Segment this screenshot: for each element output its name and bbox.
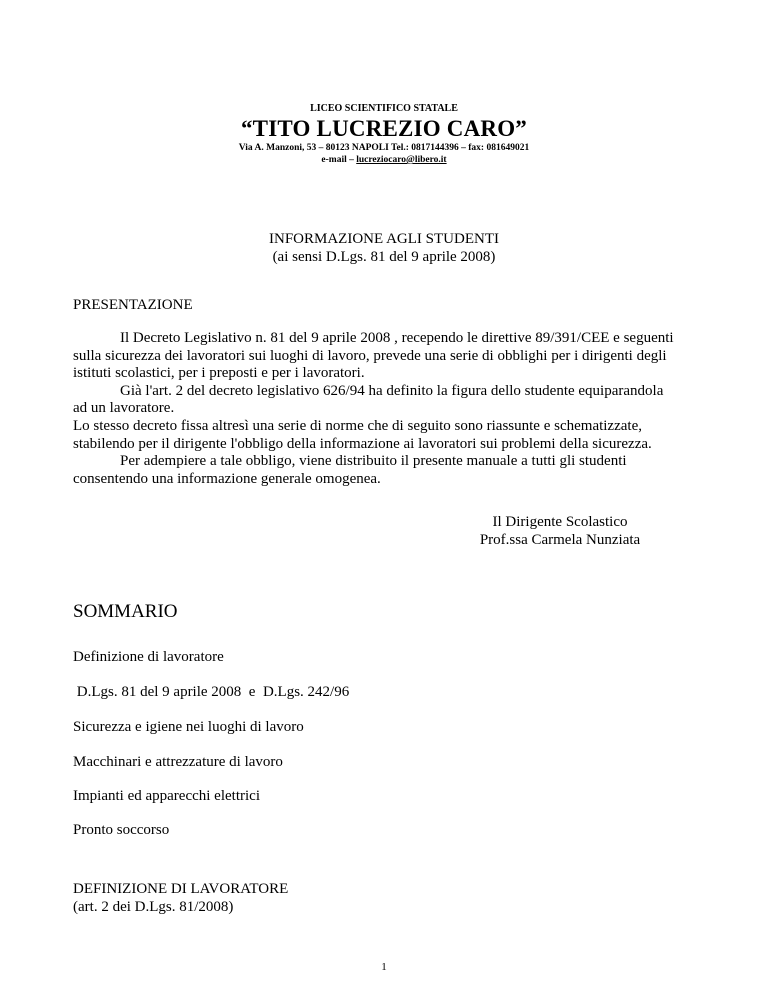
paragraph-line: Lo stesso decreto fissa altresì una serie di norme che di seguito sono riassunte e schematizzate, (73, 417, 642, 434)
definizione-subheading: (art. 2 dei D.Lgs. 81/2008) (73, 899, 234, 915)
document-title: INFORMAZIONE AGLI STUDENTI (269, 231, 499, 247)
paragraph-line: stabilendo per il dirigente l'obbligo della informazione ai lavoratori sui problemi della sicurezza. (73, 435, 652, 452)
toc-item: Macchinari e attrezzature di lavoro (73, 754, 283, 770)
signature-role: Il Dirigente Scolastico (492, 514, 628, 530)
school-name: “TITO LUCREZIO CARO” (240, 116, 528, 141)
school-type: LICEO SCIENTIFICO STATALE (310, 103, 458, 114)
toc-item: Impianti ed apparecchi elettrici (73, 788, 260, 804)
paragraph-line: consentendo una informazione generale omogenea. (73, 470, 381, 487)
school-email-line (0, 155, 768, 165)
document-subtitle: (ai sensi D.Lgs. 81 del 9 aprile 2008) (272, 249, 496, 265)
paragraph-line: Il Decreto Legislativo n. 81 del 9 aprile 2008 , recependo le direttive 89/391/CEE e seguenti (120, 330, 674, 346)
presentazione-text (73, 330, 713, 488)
toc-item: Definizione di lavoratore (73, 649, 224, 665)
page-number: 1 (381, 961, 387, 973)
school-address: Via A. Manzoni, 53 – 80123 NAPOLI Tel.: 0817144396 – fax: 081649021 (238, 143, 530, 153)
sommario-heading: SOMMARIO (73, 601, 178, 622)
paragraph-line: Già l'art. 2 del decreto legislativo 626/94 ha definito la figura dello studente equiparandola (120, 382, 664, 399)
email-link[interactable]: lucreziocaro@libero.it (356, 155, 447, 165)
toc-item: Pronto soccorso (73, 822, 170, 838)
email-label: e-mail – (321, 155, 357, 165)
definizione-heading: DEFINIZIONE DI LAVORATORE (73, 881, 289, 897)
toc-item: D.Lgs. 81 del 9 aprile 2008 e D.Lgs. 242/96 (73, 684, 350, 700)
presentazione-heading: PRESENTAZIONE (73, 297, 193, 313)
paragraph-line: Per adempiere a tale obbligo, viene distribuito il presente manuale a tutti gli studenti (120, 453, 627, 470)
signature-name: Prof.ssa Carmela Nunziata (479, 532, 641, 548)
paragraph-line: ad un lavoratore. (73, 400, 175, 417)
toc-item: Sicurezza e igiene nei luoghi di lavoro (73, 719, 304, 735)
paragraph-line: istituti scolastici, per i preposti e per i lavoratori. (73, 365, 365, 382)
paragraph-line: sulla sicurezza dei lavoratori sui luoghi di lavoro, prevede una serie di obblighi per i dirigenti degli (73, 347, 667, 364)
